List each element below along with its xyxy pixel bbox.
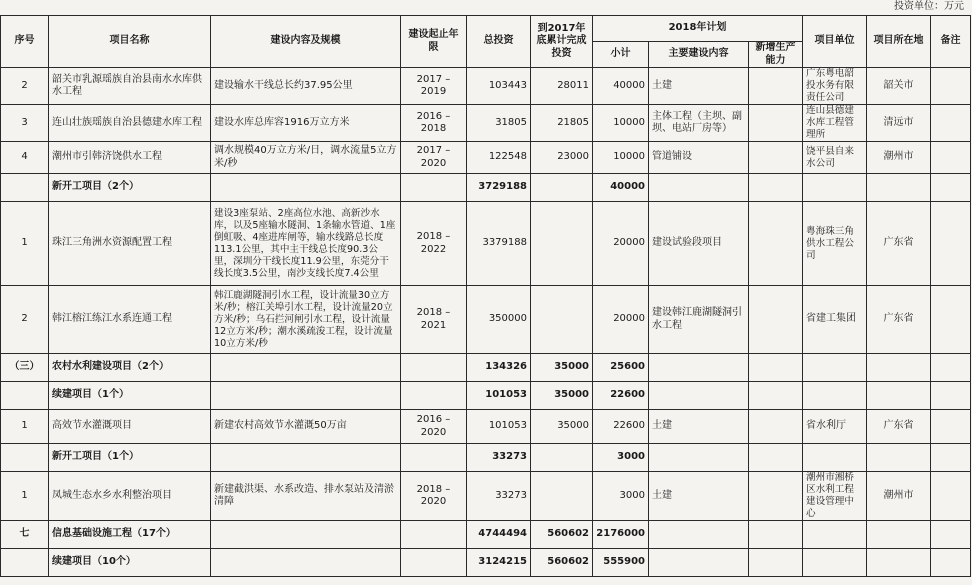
cell-total: 4744494 bbox=[467, 521, 531, 549]
cell-note bbox=[931, 286, 971, 354]
cell-note bbox=[931, 382, 971, 410]
table-row bbox=[1, 174, 971, 202]
cell-seq: 2 bbox=[1, 68, 49, 105]
cell-capacity bbox=[749, 382, 803, 410]
cell-unit bbox=[803, 382, 867, 410]
cell-main bbox=[649, 444, 749, 472]
cell-subtotal: 40000 bbox=[593, 68, 649, 105]
cell-note bbox=[931, 521, 971, 549]
cell-name: 凤城生态水乡水利整治项目 bbox=[49, 472, 211, 521]
cell-capacity bbox=[749, 354, 803, 382]
cell-capacity bbox=[749, 68, 803, 105]
table-row bbox=[1, 410, 971, 444]
cell-done: 28011 bbox=[531, 68, 593, 105]
cell-years bbox=[401, 174, 467, 202]
cell-seq bbox=[1, 174, 49, 202]
cell-location: 广东省 bbox=[867, 410, 931, 444]
header-subtotal: 小计 bbox=[593, 42, 649, 68]
cell-location: 韶关市 bbox=[867, 68, 931, 105]
cell-content bbox=[211, 521, 401, 549]
cell-capacity bbox=[749, 472, 803, 521]
table-row bbox=[1, 472, 971, 521]
cell-seq: （三） bbox=[1, 354, 49, 382]
cell-subtotal: 3000 bbox=[593, 472, 649, 521]
cell-seq: 2 bbox=[1, 286, 49, 354]
cell-total: 3124215 bbox=[467, 549, 531, 577]
cell-years bbox=[401, 549, 467, 577]
investment-unit-label: 投资单位：万元 bbox=[894, 1, 964, 12]
cell-location bbox=[867, 174, 931, 202]
cell-years bbox=[401, 521, 467, 549]
cell-subtotal: 2176000 bbox=[593, 521, 649, 549]
cell-done: 23000 bbox=[531, 142, 593, 174]
cell-unit: 饶平县自来水公司 bbox=[803, 142, 867, 174]
cell-location bbox=[867, 444, 931, 472]
cell-location bbox=[867, 382, 931, 410]
cell-subtotal: 22600 bbox=[593, 382, 649, 410]
cell-done: 21805 bbox=[531, 105, 593, 142]
table-row bbox=[1, 202, 971, 286]
cell-note bbox=[931, 410, 971, 444]
table-row bbox=[1, 286, 971, 354]
cell-content: 韩江鹿湖隧洞引水工程，设计流量30立方米/秒；榕江关埠引水工程，设计流量20立方米/秒；乌石拦河闸引水工程，设计流量12立方米/秒；潮水溪疏浚工程，设计流量10立方米/秒 bbox=[211, 286, 401, 354]
cell-name: 信息基础设施工程（17个） bbox=[49, 521, 211, 549]
cell-done: 35000 bbox=[531, 382, 593, 410]
cell-unit bbox=[803, 444, 867, 472]
cell-seq bbox=[1, 549, 49, 577]
cell-name: 高效节水灌溉项目 bbox=[49, 410, 211, 444]
cell-content: 调水规模40万立方米/日，调水流量5立方米/秒 bbox=[211, 142, 401, 174]
cell-main bbox=[649, 354, 749, 382]
cell-location: 潮州市 bbox=[867, 472, 931, 521]
cell-subtotal: 10000 bbox=[593, 142, 649, 174]
cell-location: 广东省 bbox=[867, 202, 931, 286]
cell-seq: 七 bbox=[1, 521, 49, 549]
cell-total: 101053 bbox=[467, 410, 531, 444]
cell-total: 3379188 bbox=[467, 202, 531, 286]
cell-note bbox=[931, 174, 971, 202]
cell-done: 560602 bbox=[531, 521, 593, 549]
cell-main: 土建 bbox=[649, 68, 749, 105]
header-main-content: 主要建设内容 bbox=[649, 42, 749, 68]
cell-name: 新开工项目（1个） bbox=[49, 444, 211, 472]
header-plan2018: 2018年计划 bbox=[593, 16, 803, 42]
cell-unit: 广东粤电韶投水务有限责任公司 bbox=[803, 68, 867, 105]
cell-years: 2016 – 2018 bbox=[401, 105, 467, 142]
cell-done: 560602 bbox=[531, 549, 593, 577]
cell-total: 33273 bbox=[467, 472, 531, 521]
cell-unit: 省水利厅 bbox=[803, 410, 867, 444]
cell-subtotal: 10000 bbox=[593, 105, 649, 142]
cell-name: 新开工项目（2个） bbox=[49, 174, 211, 202]
cell-content: 建设输水干线总长约37.95公里 bbox=[211, 68, 401, 105]
cell-years: 2017 – 2020 bbox=[401, 142, 467, 174]
table-row bbox=[1, 142, 971, 174]
cell-years: 2016 – 2020 bbox=[401, 410, 467, 444]
cell-unit: 潮州市湘桥区水利工程建设管理中心 bbox=[803, 472, 867, 521]
header-note: 备注 bbox=[931, 16, 971, 68]
cell-main bbox=[649, 549, 749, 577]
cell-main: 主体工程（主坝、副坝、电站厂房等） bbox=[649, 105, 749, 142]
cell-total: 103443 bbox=[467, 68, 531, 105]
cell-name: 韩江榕江练江水系连通工程 bbox=[49, 286, 211, 354]
table-row bbox=[1, 521, 971, 549]
investment-table bbox=[0, 15, 971, 577]
header-unit: 项目单位 bbox=[803, 16, 867, 68]
cell-unit: 省建工集团 bbox=[803, 286, 867, 354]
cell-years bbox=[401, 354, 467, 382]
table-row bbox=[1, 105, 971, 142]
cell-content bbox=[211, 444, 401, 472]
cell-location: 广东省 bbox=[867, 286, 931, 354]
cell-location: 潮州市 bbox=[867, 142, 931, 174]
cell-content bbox=[211, 382, 401, 410]
cell-note bbox=[931, 444, 971, 472]
cell-capacity bbox=[749, 142, 803, 174]
cell-years: 2018 – 2022 bbox=[401, 202, 467, 286]
cell-done bbox=[531, 174, 593, 202]
cell-note bbox=[931, 354, 971, 382]
cell-capacity bbox=[749, 410, 803, 444]
cell-note bbox=[931, 472, 971, 521]
cell-location: 清远市 bbox=[867, 105, 931, 142]
table-row bbox=[1, 354, 971, 382]
cell-subtotal: 20000 bbox=[593, 286, 649, 354]
cell-capacity bbox=[749, 202, 803, 286]
cell-capacity bbox=[749, 549, 803, 577]
header-done2017: 到2017年底累计完成投资 bbox=[531, 16, 593, 68]
cell-content bbox=[211, 174, 401, 202]
cell-name: 连山壮族瑶族自治县德建水库工程 bbox=[49, 105, 211, 142]
cell-subtotal: 22600 bbox=[593, 410, 649, 444]
cell-seq: 3 bbox=[1, 105, 49, 142]
cell-unit bbox=[803, 174, 867, 202]
cell-name: 续建项目（1个） bbox=[49, 382, 211, 410]
cell-unit bbox=[803, 354, 867, 382]
cell-total: 3729188 bbox=[467, 174, 531, 202]
cell-note bbox=[931, 105, 971, 142]
cell-content: 建设3座泵站、2座高位水池、高新沙水库，以及5座输水隧洞、1条输水管道、1座倒虹吸、4座进库闸等，输水线路总长度113.1公里，其中主干线总长度90.3公里，深圳分干线长度11.9公里，东莞分干线长度3.5公里，南沙支线长度7.4公里 bbox=[211, 202, 401, 286]
cell-capacity bbox=[749, 105, 803, 142]
cell-note bbox=[931, 142, 971, 174]
cell-location bbox=[867, 521, 931, 549]
cell-unit bbox=[803, 549, 867, 577]
cell-content bbox=[211, 549, 401, 577]
cell-seq: 4 bbox=[1, 142, 49, 174]
cell-seq: 1 bbox=[1, 472, 49, 521]
cell-seq: 1 bbox=[1, 410, 49, 444]
header-location: 项目所在地 bbox=[867, 16, 931, 68]
cell-total: 122548 bbox=[467, 142, 531, 174]
cell-years: 2018 – 2021 bbox=[401, 286, 467, 354]
cell-capacity bbox=[749, 444, 803, 472]
cell-name: 潮州市引韩济饶供水工程 bbox=[49, 142, 211, 174]
cell-subtotal: 25600 bbox=[593, 354, 649, 382]
cell-main: 建设韩江鹿湖隧洞引水工程 bbox=[649, 286, 749, 354]
header-years: 建设起止年限 bbox=[401, 16, 467, 68]
cell-subtotal: 3000 bbox=[593, 444, 649, 472]
cell-main: 管道铺设 bbox=[649, 142, 749, 174]
cell-capacity bbox=[749, 174, 803, 202]
cell-main: 建设试验段项目 bbox=[649, 202, 749, 286]
cell-location bbox=[867, 354, 931, 382]
table-row bbox=[1, 68, 971, 105]
cell-years bbox=[401, 444, 467, 472]
cell-subtotal: 555900 bbox=[593, 549, 649, 577]
cell-seq: 1 bbox=[1, 202, 49, 286]
cell-years: 2018 – 2020 bbox=[401, 472, 467, 521]
cell-subtotal: 40000 bbox=[593, 174, 649, 202]
table-row bbox=[1, 444, 971, 472]
cell-unit bbox=[803, 521, 867, 549]
cell-note bbox=[931, 68, 971, 105]
cell-done bbox=[531, 472, 593, 521]
cell-years: 2017 – 2019 bbox=[401, 68, 467, 105]
cell-total: 33273 bbox=[467, 444, 531, 472]
cell-content: 新建农村高效节水灌溉50万亩 bbox=[211, 410, 401, 444]
cell-capacity bbox=[749, 286, 803, 354]
cell-name: 续建项目（10个） bbox=[49, 549, 211, 577]
cell-unit: 粤海珠三角供水工程公司 bbox=[803, 202, 867, 286]
cell-unit: 连山县德建水库工程管理所 bbox=[803, 105, 867, 142]
cell-name: 农村水利建设项目（2个） bbox=[49, 354, 211, 382]
cell-name: 珠江三角洲水资源配置工程 bbox=[49, 202, 211, 286]
cell-main: 土建 bbox=[649, 410, 749, 444]
cell-main bbox=[649, 174, 749, 202]
cell-note bbox=[931, 202, 971, 286]
cell-done bbox=[531, 444, 593, 472]
header-name: 项目名称 bbox=[49, 16, 211, 68]
cell-total: 101053 bbox=[467, 382, 531, 410]
cell-done bbox=[531, 286, 593, 354]
header-content: 建设内容及规模 bbox=[211, 16, 401, 68]
cell-content: 建设水库总库容1916万立方米 bbox=[211, 105, 401, 142]
cell-years bbox=[401, 382, 467, 410]
cell-capacity bbox=[749, 521, 803, 549]
cell-content bbox=[211, 354, 401, 382]
cell-main: 土建 bbox=[649, 472, 749, 521]
table-row bbox=[1, 382, 971, 410]
cell-content: 新建截洪渠、水系改造、排水泵站及清淤清障 bbox=[211, 472, 401, 521]
cell-location bbox=[867, 549, 931, 577]
header-seq: 序号 bbox=[1, 16, 49, 68]
cell-note bbox=[931, 549, 971, 577]
cell-done: 35000 bbox=[531, 410, 593, 444]
cell-seq bbox=[1, 444, 49, 472]
cell-done: 35000 bbox=[531, 354, 593, 382]
cell-main bbox=[649, 521, 749, 549]
table-row bbox=[1, 549, 971, 577]
cell-name: 韶关市乳源瑶族自治县南水水库供水工程 bbox=[49, 68, 211, 105]
cell-total: 31805 bbox=[467, 105, 531, 142]
cell-subtotal: 20000 bbox=[593, 202, 649, 286]
cell-seq bbox=[1, 382, 49, 410]
cell-main bbox=[649, 382, 749, 410]
cell-total: 350000 bbox=[467, 286, 531, 354]
cell-total: 134326 bbox=[467, 354, 531, 382]
cell-done bbox=[531, 202, 593, 286]
header-new-capacity: 新增生产能力 bbox=[749, 42, 803, 68]
header-total: 总投资 bbox=[467, 16, 531, 68]
